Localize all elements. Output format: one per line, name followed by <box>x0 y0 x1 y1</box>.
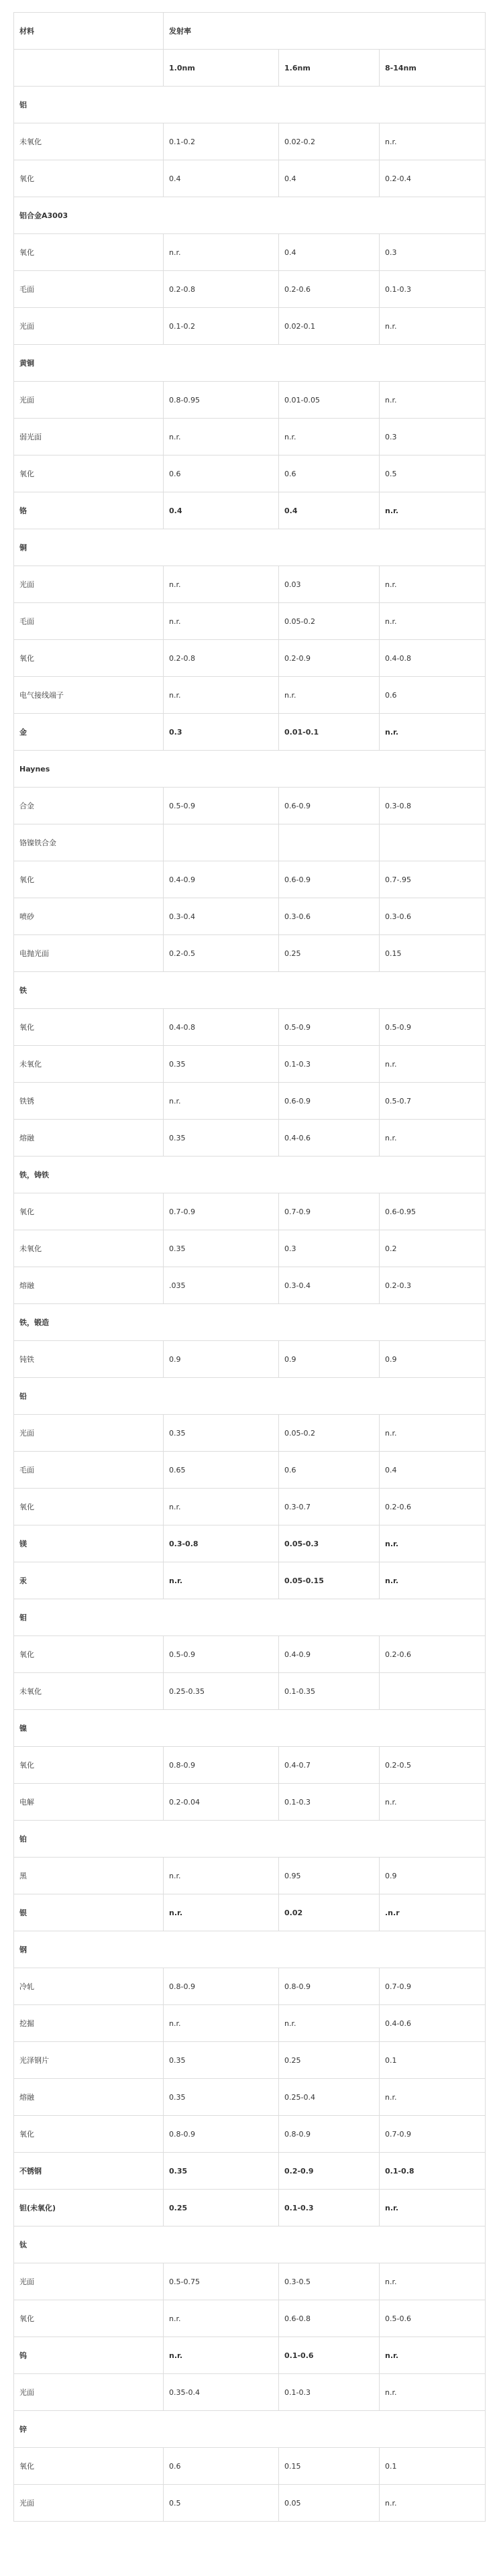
table-row <box>14 2079 486 2116</box>
emissivity-1nm-cell: 0.8-0.95 <box>164 382 279 419</box>
emissivity-8-14nm-cell: 0.2 <box>380 1230 486 1267</box>
material-cell: 氧化 <box>14 1636 164 1673</box>
emissivity-1-6nm-cell: 0.6-0.9 <box>279 861 380 898</box>
emissivity-1-6nm-cell: 0.6-0.9 <box>279 1083 380 1120</box>
header-wavelength-2: 1.6nm <box>279 50 380 87</box>
table-row <box>14 419 486 455</box>
table-row <box>14 2448 486 2485</box>
material-cell: 冷轧 <box>14 1968 164 2005</box>
emissivity-8-14nm-cell: n.r. <box>380 566 486 603</box>
emissivity-1nm-cell: n.r. <box>164 1083 279 1120</box>
material-cell: 金 <box>14 714 164 751</box>
emissivity-1-6nm-cell: 0.02 <box>279 1894 380 1931</box>
emissivity-1-6nm-cell: 0.3-0.4 <box>279 1267 380 1304</box>
table-row <box>14 2042 486 2079</box>
emissivity-8-14nm-cell: 0.5-0.7 <box>380 1083 486 1120</box>
header-material: 材料 <box>14 13 164 50</box>
emissivity-8-14nm-cell: n.r. <box>380 1562 486 1599</box>
emissivity-1-6nm-cell: 0.25 <box>279 2042 380 2079</box>
material-cell: 喷砂 <box>14 898 164 935</box>
section-row <box>14 1821 486 1858</box>
emissivity-1nm-cell: 0.4 <box>164 492 279 529</box>
emissivity-8-14nm-cell: 0.6 <box>380 677 486 714</box>
emissivity-1-6nm-cell: 0.02-0.1 <box>279 308 380 345</box>
section-label: 铁，铸铁 <box>14 1157 486 1193</box>
material-cell: 光面 <box>14 2263 164 2300</box>
emissivity-8-14nm-cell: n.r. <box>380 2337 486 2374</box>
emissivity-8-14nm-cell: n.r. <box>380 1784 486 1821</box>
emissivity-1-6nm-cell: 0.3 <box>279 1230 380 1267</box>
material-cell: 氧化 <box>14 2448 164 2485</box>
emissivity-8-14nm-cell: n.r. <box>380 308 486 345</box>
emissivity-8-14nm-cell: 0.4-0.6 <box>380 2005 486 2042</box>
emissivity-1nm-cell: n.r. <box>164 2337 279 2374</box>
table-row <box>14 1120 486 1157</box>
table-row <box>14 2005 486 2042</box>
emissivity-1-6nm-cell: 0.01-0.1 <box>279 714 380 751</box>
emissivity-1nm-cell: 0.9 <box>164 1341 279 1378</box>
emissivity-1-6nm-cell: n.r. <box>279 2005 380 2042</box>
section-row <box>14 1599 486 1636</box>
section-label: 铅 <box>14 1378 486 1415</box>
material-cell: 铬镍铁合金 <box>14 824 164 861</box>
section-row <box>14 1304 486 1341</box>
emissivity-1-6nm-cell: 0.95 <box>279 1858 380 1894</box>
table-row <box>14 1452 486 1489</box>
section-row <box>14 751 486 788</box>
material-cell: 镁 <box>14 1525 164 1562</box>
emissivity-8-14nm-cell: n.r. <box>380 603 486 640</box>
emissivity-1-6nm-cell: 0.2-0.9 <box>279 640 380 677</box>
table-row <box>14 1267 486 1304</box>
emissivity-1nm-cell: n.r. <box>164 603 279 640</box>
material-cell: 光泽钢片 <box>14 2042 164 2079</box>
emissivity-8-14nm-cell: 0.5-0.6 <box>380 2300 486 2337</box>
emissivity-1nm-cell: n.r. <box>164 677 279 714</box>
emissivity-8-14nm-cell <box>380 824 486 861</box>
material-cell: 氧化 <box>14 1009 164 1046</box>
table-wavelength-row <box>14 50 486 87</box>
emissivity-1-6nm-cell: n.r. <box>279 677 380 714</box>
table-row <box>14 492 486 529</box>
emissivity-1nm-cell: 0.5-0.9 <box>164 788 279 824</box>
emissivity-8-14nm-cell: 0.7-0.9 <box>380 2116 486 2153</box>
table-row <box>14 234 486 271</box>
material-cell: 毛面 <box>14 1452 164 1489</box>
emissivity-1-6nm-cell: 0.02-0.2 <box>279 123 380 160</box>
emissivity-1nm-cell: 0.3 <box>164 714 279 751</box>
material-cell: 铬 <box>14 492 164 529</box>
material-cell: 汞 <box>14 1562 164 1599</box>
emissivity-1-6nm-cell: 0.2-0.6 <box>279 271 380 308</box>
emissivity-1nm-cell: 0.25 <box>164 2190 279 2226</box>
emissivity-8-14nm-cell: n.r. <box>380 2079 486 2116</box>
table-row <box>14 1968 486 2005</box>
emissivity-1nm-cell: 0.2-0.5 <box>164 935 279 972</box>
emissivity-1nm-cell: 0.1-0.2 <box>164 123 279 160</box>
emissivity-1nm-cell: n.r. <box>164 566 279 603</box>
emissivity-8-14nm-cell: 0.2-0.3 <box>380 1267 486 1304</box>
material-cell: 氧化 <box>14 861 164 898</box>
table-row <box>14 935 486 972</box>
emissivity-1-6nm-cell: 0.1-0.3 <box>279 1784 380 1821</box>
emissivity-1-6nm-cell: 0.05-0.15 <box>279 1562 380 1599</box>
emissivity-8-14nm-cell: .n.r <box>380 1894 486 1931</box>
section-row <box>14 1157 486 1193</box>
table-row <box>14 2116 486 2153</box>
emissivity-8-14nm-cell: 0.5 <box>380 455 486 492</box>
emissivity-1-6nm-cell: 0.03 <box>279 566 380 603</box>
material-cell: 未氧化 <box>14 123 164 160</box>
emissivity-8-14nm-cell: 0.3-0.6 <box>380 898 486 935</box>
table-row <box>14 123 486 160</box>
section-row <box>14 2226 486 2263</box>
emissivity-8-14nm-cell: 0.3 <box>380 419 486 455</box>
table-row <box>14 382 486 419</box>
emissivity-1nm-cell: 0.8-0.9 <box>164 2116 279 2153</box>
emissivity-8-14nm-cell: n.r. <box>380 2190 486 2226</box>
emissivity-1nm-cell: 0.2-0.04 <box>164 1784 279 1821</box>
section-label: 锌 <box>14 2411 486 2448</box>
emissivity-1-6nm-cell: n.r. <box>279 419 380 455</box>
emissivity-1-6nm-cell: 0.05-0.2 <box>279 1415 380 1452</box>
emissivity-1nm-cell: 0.2-0.8 <box>164 640 279 677</box>
material-cell: 铁锈 <box>14 1083 164 1120</box>
material-cell: 光面 <box>14 382 164 419</box>
table-row <box>14 2190 486 2226</box>
emissivity-8-14nm-cell: 0.1 <box>380 2448 486 2485</box>
table-row <box>14 566 486 603</box>
emissivity-1nm-cell: 0.35 <box>164 1230 279 1267</box>
emissivity-8-14nm-cell: 0.7-.95 <box>380 861 486 898</box>
table-row <box>14 788 486 824</box>
material-cell: 电抛光面 <box>14 935 164 972</box>
emissivity-1nm-cell: 0.35 <box>164 1120 279 1157</box>
table-row <box>14 2485 486 2522</box>
emissivity-1nm-cell: 0.3-0.4 <box>164 898 279 935</box>
emissivity-1nm-cell: n.r. <box>164 1858 279 1894</box>
emissivity-1nm-cell: 0.6 <box>164 2448 279 2485</box>
table-row <box>14 824 486 861</box>
emissivity-1nm-cell: 0.5-0.75 <box>164 2263 279 2300</box>
material-cell: 氧化 <box>14 640 164 677</box>
material-cell: 氧化 <box>14 160 164 197</box>
emissivity-1nm-cell: n.r. <box>164 1894 279 1931</box>
emissivity-1-6nm-cell: 0.8-0.9 <box>279 2116 380 2153</box>
emissivity-1-6nm-cell: 0.4-0.9 <box>279 1636 380 1673</box>
material-cell: 未氧化 <box>14 1673 164 1710</box>
emissivity-1-6nm-cell: 0.8-0.9 <box>279 1968 380 2005</box>
material-cell: 光面 <box>14 1415 164 1452</box>
emissivity-1-6nm-cell: 0.3-0.7 <box>279 1489 380 1525</box>
emissivity-8-14nm-cell: n.r. <box>380 714 486 751</box>
emissivity-8-14nm-cell: n.r. <box>380 382 486 419</box>
material-cell: 氧化 <box>14 1489 164 1525</box>
emissivity-1nm-cell: 0.35-0.4 <box>164 2374 279 2411</box>
emissivity-1-6nm-cell: 0.1-0.3 <box>279 1046 380 1083</box>
emissivity-1nm-cell: 0.35 <box>164 1415 279 1452</box>
emissivity-1nm-cell: n.r. <box>164 1562 279 1599</box>
table-row <box>14 2300 486 2337</box>
section-label: 铁 <box>14 972 486 1009</box>
emissivity-1nm-cell: 0.35 <box>164 1046 279 1083</box>
material-cell: 合金 <box>14 788 164 824</box>
emissivity-8-14nm-cell: 0.3-0.8 <box>380 788 486 824</box>
material-cell: 毛面 <box>14 603 164 640</box>
emissivity-1-6nm-cell: 0.4 <box>279 160 380 197</box>
table-row <box>14 1858 486 1894</box>
emissivity-1-6nm-cell: 0.05-0.3 <box>279 1525 380 1562</box>
emissivity-1-6nm-cell: 0.9 <box>279 1341 380 1378</box>
emissivity-1nm-cell: 0.3-0.8 <box>164 1525 279 1562</box>
emissivity-1-6nm-cell: 0.2-0.9 <box>279 2153 380 2190</box>
emissivity-1-6nm-cell: 0.3-0.6 <box>279 898 380 935</box>
material-cell: 毛面 <box>14 271 164 308</box>
table-row <box>14 1083 486 1120</box>
table-row <box>14 1636 486 1673</box>
emissivity-1-6nm-cell: 0.05 <box>279 2485 380 2522</box>
section-row <box>14 2411 486 2448</box>
section-label: 镍 <box>14 1710 486 1747</box>
table-row <box>14 2153 486 2190</box>
material-cell: 黑 <box>14 1858 164 1894</box>
emissivity-8-14nm-cell: n.r. <box>380 123 486 160</box>
emissivity-1-6nm-cell: 0.4-0.6 <box>279 1120 380 1157</box>
emissivity-1nm-cell: n.r. <box>164 234 279 271</box>
section-row <box>14 1710 486 1747</box>
section-label: 钛 <box>14 2226 486 2263</box>
emissivity-8-14nm-cell: 0.3 <box>380 234 486 271</box>
material-cell: 光面 <box>14 2374 164 2411</box>
table-row <box>14 1009 486 1046</box>
header-wavelength-3: 8-14nm <box>380 50 486 87</box>
emissivity-1nm-cell: n.r. <box>164 2300 279 2337</box>
material-cell: 光面 <box>14 2485 164 2522</box>
emissivity-1nm-cell: n.r. <box>164 1489 279 1525</box>
emissivity-8-14nm-cell: n.r. <box>380 2374 486 2411</box>
emissivity-1nm-cell: 0.1-0.2 <box>164 308 279 345</box>
table-row <box>14 898 486 935</box>
table-row <box>14 308 486 345</box>
table-row <box>14 1230 486 1267</box>
material-cell: 挖掘 <box>14 2005 164 2042</box>
header-emissivity: 发射率 <box>164 13 486 50</box>
table-row <box>14 1894 486 1931</box>
emissivity-1nm-cell: 0.4-0.9 <box>164 861 279 898</box>
emissivity-8-14nm-cell: n.r. <box>380 1415 486 1452</box>
emissivity-8-14nm-cell: 0.2-0.6 <box>380 1489 486 1525</box>
emissivity-1-6nm-cell: 0.4 <box>279 234 380 271</box>
emissivity-1nm-cell: 0.4-0.8 <box>164 1009 279 1046</box>
emissivity-8-14nm-cell: 0.7-0.9 <box>380 1968 486 2005</box>
section-label: Haynes <box>14 751 486 788</box>
table-row <box>14 640 486 677</box>
emissivity-1-6nm-cell: 0.6-0.8 <box>279 2300 380 2337</box>
section-label: 铝 <box>14 87 486 123</box>
section-label: 钼 <box>14 1599 486 1636</box>
material-cell: 弱光面 <box>14 419 164 455</box>
emissivity-8-14nm-cell: 0.2-0.5 <box>380 1747 486 1784</box>
section-label: 铁，锻造 <box>14 1304 486 1341</box>
material-cell: 电气接线端子 <box>14 677 164 714</box>
table-row <box>14 1784 486 1821</box>
section-label: 铂 <box>14 1821 486 1858</box>
emissivity-1-6nm-cell: 0.01-0.05 <box>279 382 380 419</box>
section-label: 钢 <box>14 1931 486 1968</box>
material-cell: 氧化 <box>14 455 164 492</box>
material-cell: 熔融 <box>14 2079 164 2116</box>
table-row <box>14 2263 486 2300</box>
emissivity-1nm-cell: 0.2-0.8 <box>164 271 279 308</box>
emissivity-table <box>13 12 486 2522</box>
emissivity-8-14nm-cell: 0.15 <box>380 935 486 972</box>
emissivity-1nm-cell: 0.4 <box>164 160 279 197</box>
emissivity-1nm-cell: 0.25-0.35 <box>164 1673 279 1710</box>
emissivity-1-6nm-cell: 0.05-0.2 <box>279 603 380 640</box>
section-label: 铜 <box>14 529 486 566</box>
emissivity-8-14nm-cell: n.r. <box>380 2485 486 2522</box>
emissivity-1-6nm-cell: 0.1-0.3 <box>279 2190 380 2226</box>
material-cell: 电解 <box>14 1784 164 1821</box>
emissivity-1nm-cell: 0.65 <box>164 1452 279 1489</box>
table-row <box>14 603 486 640</box>
emissivity-1-6nm-cell: 0.6 <box>279 1452 380 1489</box>
material-cell: 光面 <box>14 308 164 345</box>
material-cell: 未氧化 <box>14 1230 164 1267</box>
material-cell: 钨 <box>14 2337 164 2374</box>
section-row <box>14 1378 486 1415</box>
material-cell: 氧化 <box>14 234 164 271</box>
emissivity-1-6nm-cell <box>279 824 380 861</box>
emissivity-1-6nm-cell: 0.1-0.35 <box>279 1673 380 1710</box>
table-row <box>14 677 486 714</box>
material-cell: 钽(未氧化) <box>14 2190 164 2226</box>
emissivity-8-14nm-cell: n.r. <box>380 492 486 529</box>
emissivity-1nm-cell: 0.6 <box>164 455 279 492</box>
section-label: 黄铜 <box>14 345 486 382</box>
emissivity-8-14nm-cell: 0.4 <box>380 1452 486 1489</box>
emissivity-1-6nm-cell: 0.4 <box>279 492 380 529</box>
emissivity-1nm-cell: 0.8-0.9 <box>164 1968 279 2005</box>
material-cell: 熔融 <box>14 1120 164 1157</box>
header-blank-cell <box>14 50 164 87</box>
table-row <box>14 1673 486 1710</box>
emissivity-8-14nm-cell: 0.9 <box>380 1341 486 1378</box>
emissivity-8-14nm-cell <box>380 1673 486 1710</box>
table-row <box>14 455 486 492</box>
table-row <box>14 271 486 308</box>
section-row <box>14 345 486 382</box>
section-row <box>14 972 486 1009</box>
emissivity-1nm-cell: 0.35 <box>164 2042 279 2079</box>
table-row <box>14 861 486 898</box>
emissivity-1-6nm-cell: 0.6 <box>279 455 380 492</box>
material-cell: 不锈钢 <box>14 2153 164 2190</box>
material-cell: 钝铁 <box>14 1341 164 1378</box>
material-cell: 银 <box>14 1894 164 1931</box>
emissivity-8-14nm-cell: 0.2-0.6 <box>380 1636 486 1673</box>
material-cell: 熔融 <box>14 1267 164 1304</box>
emissivity-1nm-cell: n.r. <box>164 2005 279 2042</box>
emissivity-1nm-cell: 0.7-0.9 <box>164 1193 279 1230</box>
emissivity-8-14nm-cell: 0.2-0.4 <box>380 160 486 197</box>
emissivity-1-6nm-cell: 0.4-0.7 <box>279 1747 380 1784</box>
emissivity-1nm-cell: 0.8-0.9 <box>164 1747 279 1784</box>
emissivity-1-6nm-cell: 0.6-0.9 <box>279 788 380 824</box>
emissivity-1-6nm-cell: 0.25-0.4 <box>279 2079 380 2116</box>
table-row <box>14 1525 486 1562</box>
table-row <box>14 2337 486 2374</box>
emissivity-8-14nm-cell: 0.5-0.9 <box>380 1009 486 1046</box>
material-cell: 氧化 <box>14 1747 164 1784</box>
header-wavelength-1: 1.0nm <box>164 50 279 87</box>
emissivity-8-14nm-cell: 0.1-0.8 <box>380 2153 486 2190</box>
table-row <box>14 2374 486 2411</box>
emissivity-1-6nm-cell: 0.15 <box>279 2448 380 2485</box>
emissivity-8-14nm-cell: 0.9 <box>380 1858 486 1894</box>
emissivity-8-14nm-cell: n.r. <box>380 2263 486 2300</box>
material-cell: 未氧化 <box>14 1046 164 1083</box>
material-cell: 氧化 <box>14 2116 164 2153</box>
emissivity-8-14nm-cell: 0.1-0.3 <box>380 271 486 308</box>
emissivity-1-6nm-cell: 0.7-0.9 <box>279 1193 380 1230</box>
emissivity-1nm-cell: 0.5-0.9 <box>164 1636 279 1673</box>
material-cell: 氧化 <box>14 2300 164 2337</box>
emissivity-1nm-cell: .035 <box>164 1267 279 1304</box>
section-label: 铝合金A3003 <box>14 197 486 234</box>
table-row <box>14 160 486 197</box>
emissivity-8-14nm-cell: n.r. <box>380 1046 486 1083</box>
emissivity-1nm-cell: 0.5 <box>164 2485 279 2522</box>
table-row <box>14 1415 486 1452</box>
emissivity-1-6nm-cell: 0.25 <box>279 935 380 972</box>
emissivity-8-14nm-cell: n.r. <box>380 1525 486 1562</box>
table-row <box>14 1489 486 1525</box>
emissivity-1-6nm-cell: 0.1-0.3 <box>279 2374 380 2411</box>
emissivity-8-14nm-cell: 0.1 <box>380 2042 486 2079</box>
table-header-row <box>14 13 486 50</box>
section-row <box>14 87 486 123</box>
emissivity-8-14nm-cell: 0.4-0.8 <box>380 640 486 677</box>
table-row <box>14 1046 486 1083</box>
emissivity-1nm-cell <box>164 824 279 861</box>
section-row <box>14 1931 486 1968</box>
emissivity-1nm-cell: 0.35 <box>164 2153 279 2190</box>
material-cell: 光面 <box>14 566 164 603</box>
section-row <box>14 529 486 566</box>
material-cell: 氧化 <box>14 1193 164 1230</box>
emissivity-1-6nm-cell: 0.3-0.5 <box>279 2263 380 2300</box>
emissivity-8-14nm-cell: 0.6-0.95 <box>380 1193 486 1230</box>
emissivity-1nm-cell: 0.35 <box>164 2079 279 2116</box>
emissivity-1-6nm-cell: 0.5-0.9 <box>279 1009 380 1046</box>
table-body <box>14 13 486 2522</box>
table-row <box>14 1562 486 1599</box>
emissivity-1nm-cell: n.r. <box>164 419 279 455</box>
emissivity-1-6nm-cell: 0.1-0.6 <box>279 2337 380 2374</box>
table-row <box>14 1747 486 1784</box>
emissivity-8-14nm-cell: n.r. <box>380 1120 486 1157</box>
table-row <box>14 714 486 751</box>
table-row <box>14 1193 486 1230</box>
section-row <box>14 197 486 234</box>
table-row <box>14 1341 486 1378</box>
